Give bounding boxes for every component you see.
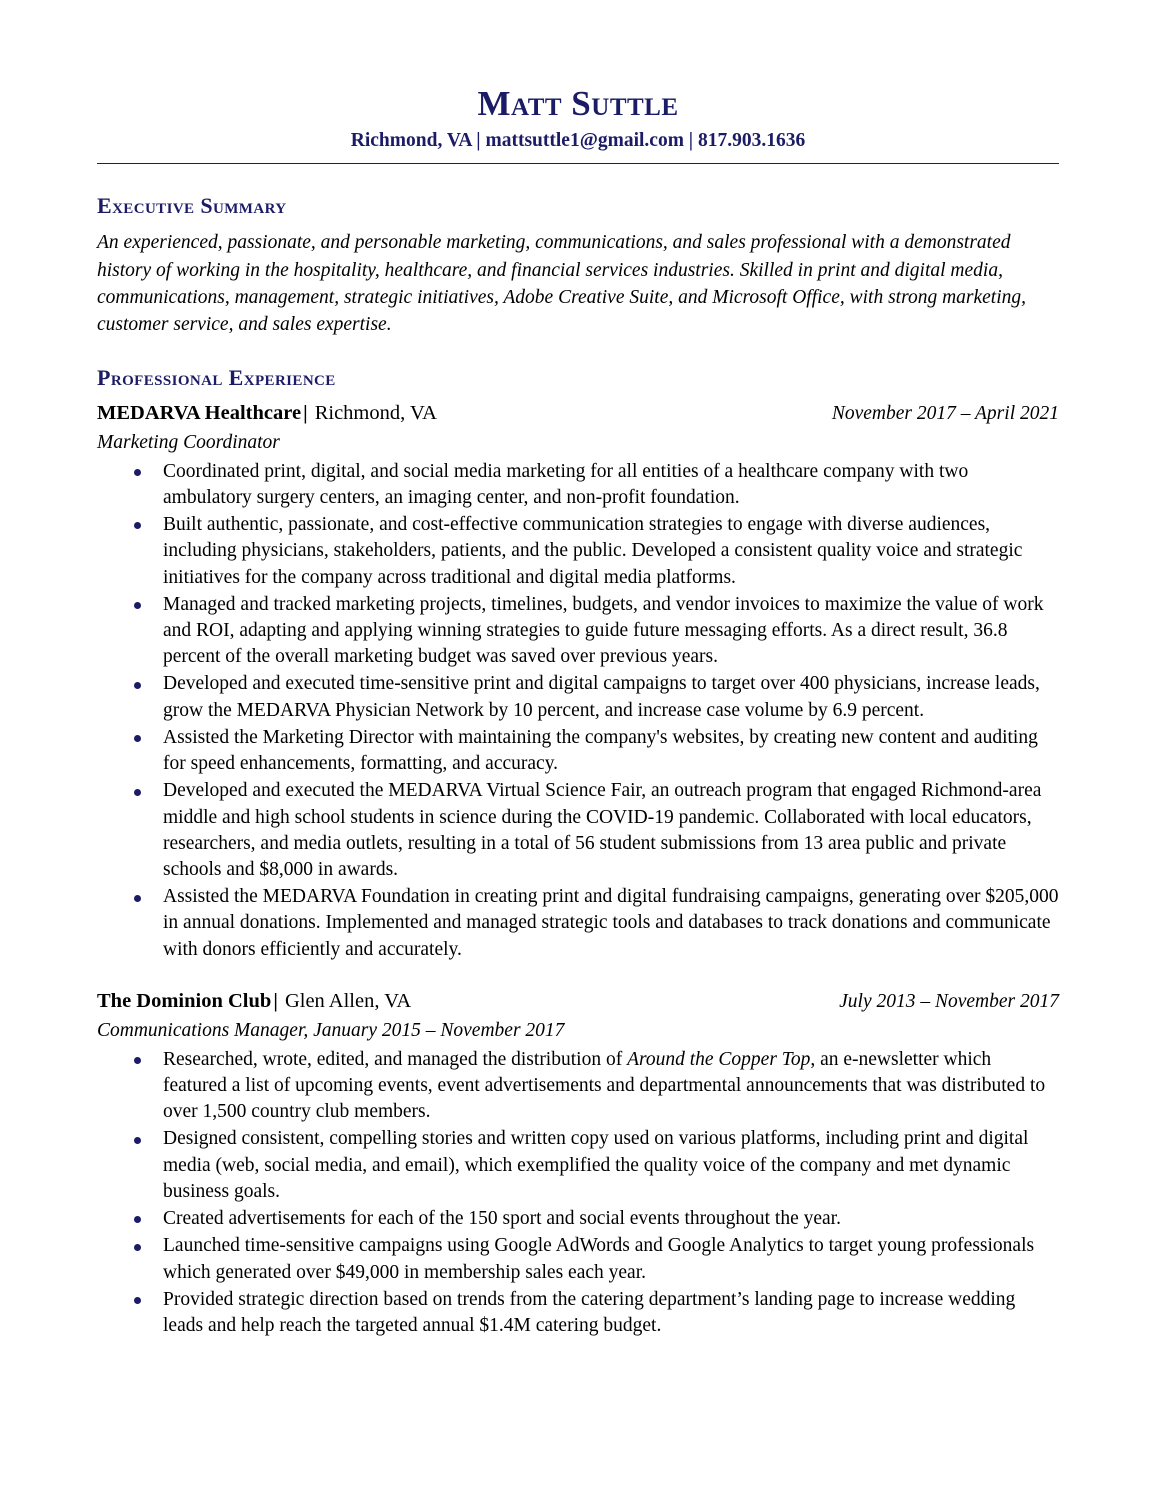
experience-list xyxy=(97,401,1059,1340)
experience-header xyxy=(97,401,1059,427)
responsibility-text: Researched, wrote, edited, and managed the distribution of xyxy=(163,1048,628,1070)
experience-entry xyxy=(97,401,1059,963)
employer-name: MEDARVA Healthcare xyxy=(97,401,302,424)
employer-name: The Dominion Club xyxy=(97,989,272,1012)
employer-and-location xyxy=(97,401,437,427)
responsibility-item: Developed and executed time-sensitive print and digital campaigns to target over 400 physicians, increase leads, grow the MEDARVA Physician Network by 10 percent, and increase case volume by 6.9 percent. xyxy=(97,671,1059,723)
employer-location: Glen Allen, VA xyxy=(279,989,412,1012)
experience-header xyxy=(97,989,1059,1015)
responsibility-item: Built authentic, passionate, and cost-effective communication strategies to engage with diverse audiences, including physicians, stakeholders, patients, and the public. Developed a consistent quality voice and strategic initiatives for the company across traditional and digital media platforms. xyxy=(97,512,1059,591)
section-heading-professional-experience: Professional Experience xyxy=(97,364,336,390)
responsibility-list xyxy=(97,459,1059,963)
contact-line: Richmond, VA | mattsuttle1@gmail.com | 817.903.1636 xyxy=(350,129,806,151)
responsibility-item: Coordinated print, digital, and social media marketing for all entities of a healthcare company with two ambulatory surgery centers, an imaging center, and non-profit foundation. xyxy=(97,459,1059,511)
responsibility-item: Launched time-sensitive campaigns using Google AdWords and Google Analytics to target young professionals which generated over $49,000 in membership sales each year. xyxy=(97,1233,1059,1285)
employer-and-location xyxy=(97,989,411,1015)
employment-dates: November 2017 – April 2021 xyxy=(831,402,1059,424)
employer-location-separator: | xyxy=(273,989,278,1012)
employer-location: Richmond, VA xyxy=(309,401,437,424)
responsibility-list xyxy=(97,1047,1059,1339)
responsibility-item xyxy=(97,1047,1059,1126)
employer-location-separator: | xyxy=(303,401,308,424)
responsibility-text: , an e-newsletter which featured a list of upcoming events, event advertisements and departmental announcements that was distributed to over 1,500 country club members. xyxy=(163,1048,1046,1123)
candidate-name: Matt Suttle xyxy=(477,84,679,123)
responsibility-item: Provided strategic direction based on trends from the catering department’s landing page to increase wedding leads and help reach the targeted annual $1.4M catering budget. xyxy=(97,1287,1059,1339)
responsibility-item: Assisted the MEDARVA Foundation in creating print and digital fundraising campaigns, generating over $205,000 in annual donations. Implemented and managed strategic tools and databases to track donations and communicate with donors efficiently and accurately. xyxy=(97,884,1059,963)
responsibility-item: Managed and tracked marketing projects, timelines, budgets, and vendor invoices to maximize the value of work and ROI, adapting and applying winning strategies to guide future messaging efforts. As a direct result, 36.8 percent of the overall marketing budget was saved over previous years. xyxy=(97,592,1059,671)
responsibility-item: Created advertisements for each of the 150 sport and social events throughout the year. xyxy=(97,1206,1059,1232)
responsibility-item: Assisted the Marketing Director with maintaining the company's websites, by creating new content and auditing for speed enhancements, formatting, and accuracy. xyxy=(97,725,1059,777)
header-divider xyxy=(97,163,1059,164)
experience-entry xyxy=(97,989,1059,1339)
section-heading-executive-summary: Executive Summary xyxy=(97,193,287,219)
executive-summary-body: An experienced, passionate, and personable marketing, communications, and sales professional with a demonstrated history of working in the hospitality, healthcare, and financial services industries. Skilled in print and digital media, communications, management, strategic initiatives, Adobe Creative Suite, and Microsoft Office, with strong marketing, customer service, and sales expertise. xyxy=(97,232,1027,336)
publication-title: Around the Copper Top xyxy=(627,1048,811,1070)
responsibility-item: Developed and executed the MEDARVA Virtual Science Fair, an outreach program that engaged Richmond-area middle and high school students in science during the COVID-19 pandemic. Collaborated with local educators, researchers, and media outlets, resulting in a total of 56 student submissions from 13 area public and private schools and $8,000 in awards. xyxy=(97,778,1059,883)
job-title: Communications Manager, January 2015 – November 2017 xyxy=(97,1020,565,1042)
responsibility-item: Designed consistent, compelling stories and written copy used on various platforms, including print and digital media (web, social media, and email), which exemplified the quality voice of the company and met dynamic business goals. xyxy=(97,1126,1059,1205)
employment-dates: July 2013 – November 2017 xyxy=(839,990,1059,1012)
job-title: Marketing Coordinator xyxy=(97,432,280,454)
